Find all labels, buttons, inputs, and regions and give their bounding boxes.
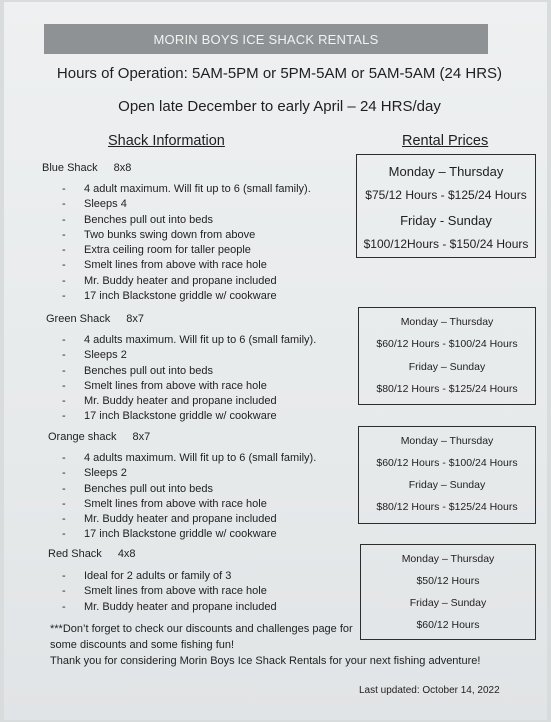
feature-item: - Smelt lines from above with race hole	[62, 585, 267, 598]
feature-item: - Mr. Buddy heater and propane included	[62, 274, 277, 287]
orange-shack-price-box	[358, 426, 536, 524]
blue-shack-price-box	[356, 154, 536, 258]
feature-item: - Mr. Buddy heater and propane included	[62, 395, 277, 408]
feature-item: - 4 adults maximum. Will fit up to 6 (small family).	[62, 452, 317, 464]
weekday-price: $60/12 Hours - $100/24 Hours	[376, 457, 518, 469]
feature-item: - Mr. Buddy heater and propane included	[62, 513, 277, 526]
blue-shack-title	[42, 162, 131, 174]
feature-item: - Benches pull out into beds	[62, 482, 214, 495]
feature-item: - Smelt lines from above with race hole	[62, 379, 267, 392]
weekday-price: $50/12 Hours	[416, 575, 480, 587]
weekday-label: Monday – Thursday	[388, 164, 504, 179]
weekday-label: Monday – Thursday	[400, 435, 494, 447]
feature-item: - 17 inch Blackstone griddle w/ cookware	[62, 410, 277, 423]
title-banner: MORIN BOYS ICE SHACK RENTALS	[44, 24, 488, 54]
shack-size: 8x8	[113, 162, 132, 174]
feature-item: - 17 inch Blackstone griddle w/ cookware	[62, 528, 277, 541]
red-shack-title	[48, 548, 136, 560]
feature-item: - Ideal for 2 adults or family of 3	[62, 570, 232, 582]
discounts-note-line2: some discounts and some fishing fun!	[50, 639, 235, 651]
shack-information-heading: Shack Information	[108, 133, 225, 149]
shack-name: Red Shack	[48, 548, 102, 560]
feature-item: - Smelt lines from above with race hole	[62, 259, 267, 272]
shack-size: 8x7	[132, 431, 151, 443]
weekend-price: $80/12 Hours - $125/24 Hours	[376, 383, 518, 395]
hours-of-operation: Hours of Operation: 5AM-5PM or 5PM-5AM or 5AM-5AM (24 HRS)	[56, 65, 503, 82]
green-shack-title	[46, 313, 144, 325]
orange-shack-features	[62, 451, 316, 543]
blue-shack-features	[62, 182, 311, 304]
green-shack-features	[62, 333, 316, 425]
shack-name: Green Shack	[46, 313, 111, 325]
discounts-note-line1: ***Don’t forget to check our discounts and challenges page for	[50, 623, 353, 635]
green-shack-price-box	[358, 307, 536, 405]
rental-prices-heading: Rental Prices	[402, 133, 489, 149]
shack-name: Orange shack	[48, 431, 117, 443]
last-updated: Last updated: October 14, 2022	[359, 685, 500, 696]
weekend-label: Friday – Sunday	[408, 479, 486, 491]
weekday-price: $75/12 Hours - $125/24 Hours	[365, 188, 527, 202]
red-shack-features	[62, 569, 277, 615]
weekend-price: $60/12 Hours	[416, 619, 480, 631]
thank-you-note: Thank you for considering Morin Boys Ice Shack Rentals for your next fishing adventure!	[50, 655, 481, 667]
feature-item: - Benches pull out into beds	[62, 213, 214, 226]
feature-item: - 17 inch Blackstone griddle w/ cookware	[62, 290, 277, 303]
feature-item: - Extra ceiling room for taller people	[62, 244, 251, 257]
shack-name: Blue Shack	[42, 162, 98, 174]
feature-item: - Sleeps 2	[62, 467, 127, 480]
feature-item: - 4 adults maximum. Will fit up to 6 (small family).	[62, 334, 317, 346]
weekend-price: $80/12 Hours - $125/24 Hours	[376, 501, 518, 513]
feature-item: - Benches pull out into beds	[62, 364, 214, 377]
weekday-price: $60/12 Hours - $100/24 Hours	[376, 338, 518, 350]
shack-size: 8x7	[126, 313, 144, 325]
feature-item: - Mr. Buddy heater and propane included	[62, 600, 277, 613]
shack-size: 4x8	[117, 548, 136, 560]
weekend-label: Friday – Sunday	[408, 361, 486, 373]
weekday-label: Monday – Thursday	[400, 316, 494, 328]
feature-item: - 4 adult maximum. Will fit up to 6 (small family).	[62, 183, 311, 195]
feature-item: - Two bunks swing down from above	[62, 228, 256, 241]
season-dates: Open late December to early April – 24 HRS/day	[118, 98, 441, 115]
paper-sheet	[4, 2, 547, 720]
weekend-price: $100/12Hours - $150/24 Hours	[363, 237, 529, 251]
orange-shack-title	[48, 431, 150, 443]
weekend-label: Friday – Sunday	[409, 597, 487, 609]
feature-item: - Sleeps 2	[62, 349, 127, 362]
footer-note	[50, 621, 480, 669]
weekend-label: Friday - Sunday	[400, 213, 492, 228]
weekday-label: Monday – Thursday	[401, 553, 495, 565]
feature-item: - Smelt lines from above with race hole	[62, 497, 267, 510]
feature-item: - Sleeps 4	[62, 198, 127, 211]
